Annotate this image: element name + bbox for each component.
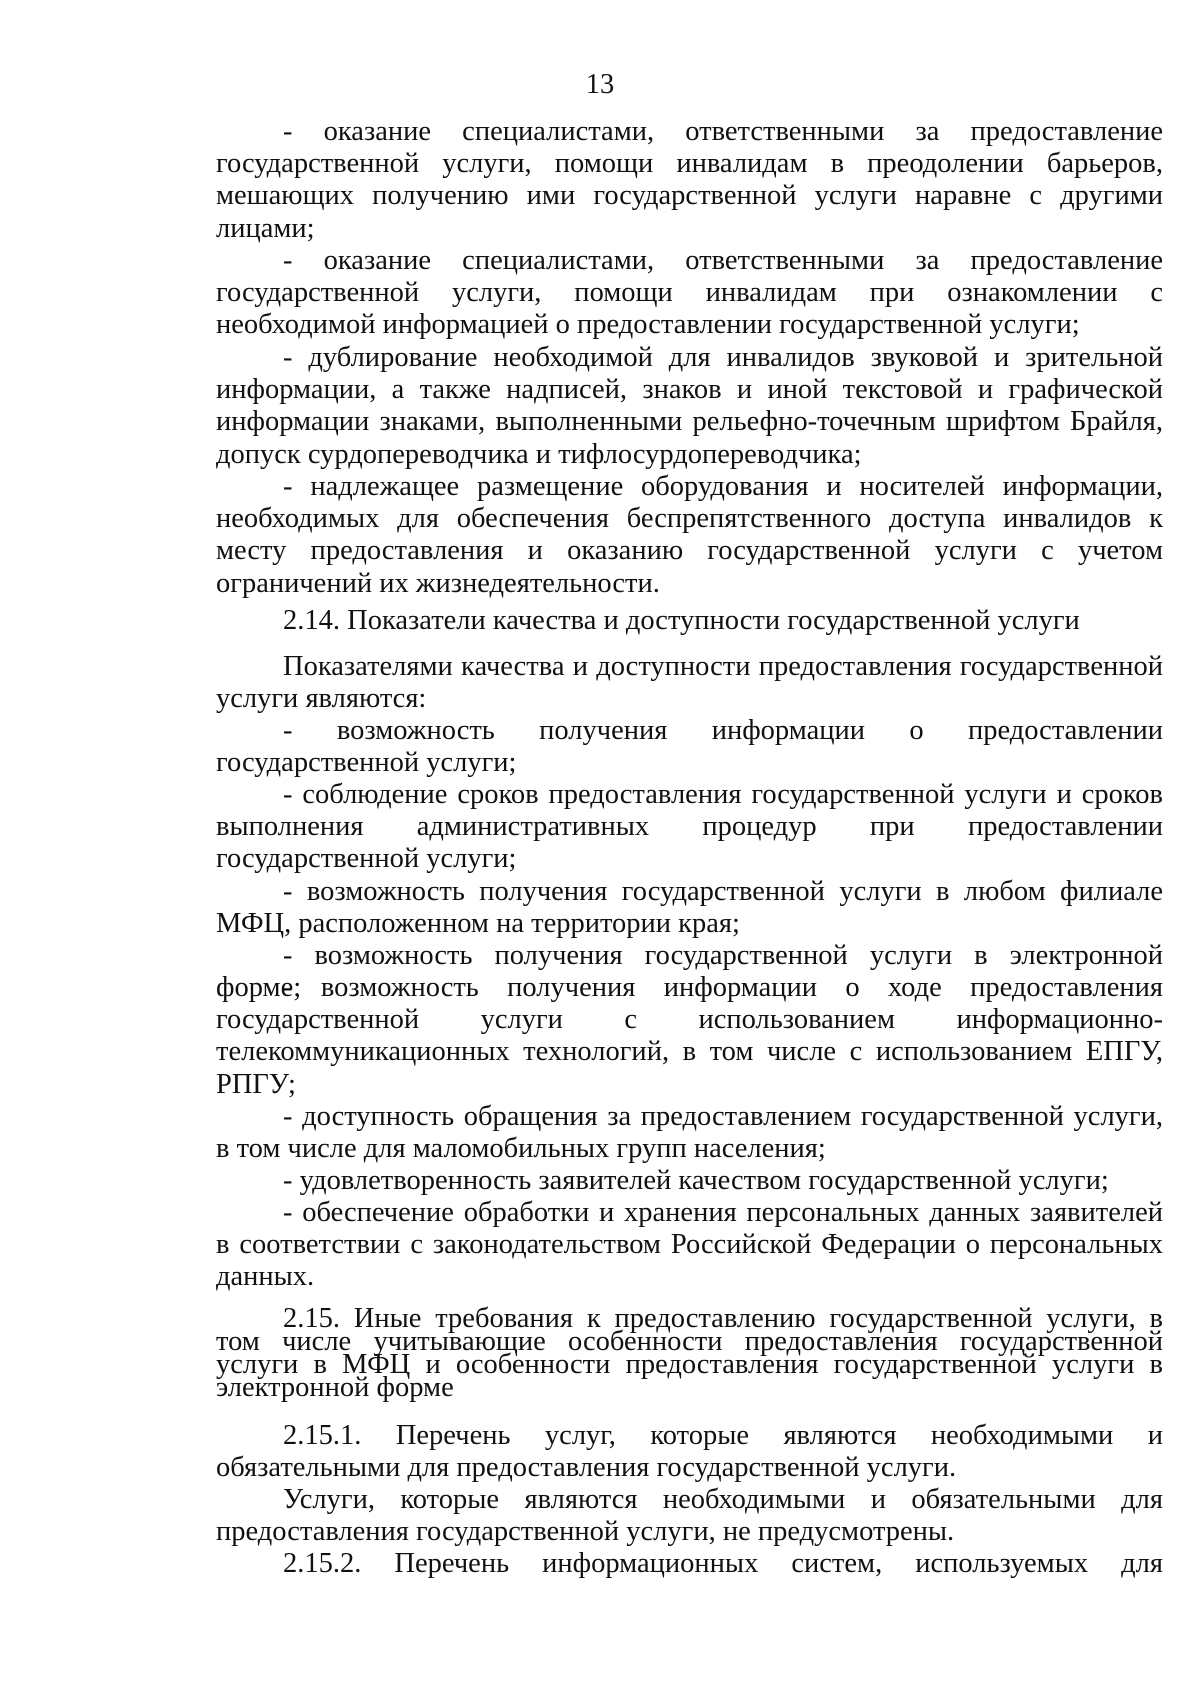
paragraph-2: - оказание специалистами, ответственными за предоставление государственной услуги, помощи инвалидам при ознакомлении с необходимой информацией о предоставлении государственной услуги; <box>216 245 1163 341</box>
paragraph-14: - обеспечение обработки и хранения персональных данных заявителей в соответствии с законодательством Российской Федерации о персональных данных. <box>216 1197 1163 1293</box>
paragraph-8: - соблюдение сроков предоставления государственной услуги и сроков выполнения административных процедур при предоставлении государственной услуги; <box>216 779 1163 875</box>
paragraph-12: - доступность обращения за предоставлением государственной услуги, в том числе для маломобильных групп населения; <box>216 1101 1163 1165</box>
paragraph-9: - возможность получения государственной услуги в любом филиале МФЦ, расположенном на территории края; <box>216 876 1163 940</box>
paragraph-16: 2.15.1. Перечень услуг, которые являются необходимыми и обязательными для предоставления государственной услуги. <box>216 1420 1163 1484</box>
paragraph-1: - оказание специалистами, ответственными за предоставление государственной услуги, помощи инвалидам в преодолении барьеров, мешающих получению ими государственной услуги наравне с другими лицами; <box>216 116 1163 244</box>
section-heading-2-14: 2.14. Показатели качества и доступности государственной услуги <box>283 605 1080 636</box>
section-heading-2-15: 2.15. Иные требования к предоставлению государственной услуги, в том числе учитывающие особенности предоставления государственной услуги в МФЦ и особенности предоставления государственной услуги в электронной форме <box>216 1303 1163 1403</box>
paragraph-17: Услуги, которые являются необходимыми и обязательными для предоставления государственной услуги, не предусмотрены. <box>216 1484 1163 1548</box>
paragraph-3: - дублирование необходимой для инвалидов звуковой и зрительной информации, а также надписей, знаков и иной текстовой и графической информации знаками, выполненными рельефно-точечным шрифтом Брайля, допуск сурдопереводчика и тифлосурдопереводчика; <box>216 342 1163 470</box>
paragraph-13: - удовлетворенность заявителей качеством государственной услуги; <box>283 1165 1109 1196</box>
paragraph-4: - надлежащее размещение оборудования и носителей информации, необходимых для обеспечения беспрепятственного доступа инвалидов к месту предоставления и оказанию государственной услуги с учетом ограничений их жизнедеятельности. <box>216 471 1163 599</box>
paragraph-11: - возможность получения информации о ходе предоставления государственной услуги с использованием информационно-телекоммуникационных технологий, в том числе с использованием ЕПГУ, РПГУ; <box>216 972 1163 1100</box>
paragraph-18: 2.15.2. Перечень информационных систем, используемых для <box>283 1548 1163 1579</box>
paragraph-7: - возможность получения информации о предоставлении государственной услуги; <box>216 715 1163 779</box>
page-number: 13 <box>585 69 615 100</box>
paragraph-6: Показателями качества и доступности предоставления государственной услуги являются: <box>216 651 1163 715</box>
paragraph-10: - возможность получения государственной услуги в электронной форме; <box>216 940 1163 1004</box>
